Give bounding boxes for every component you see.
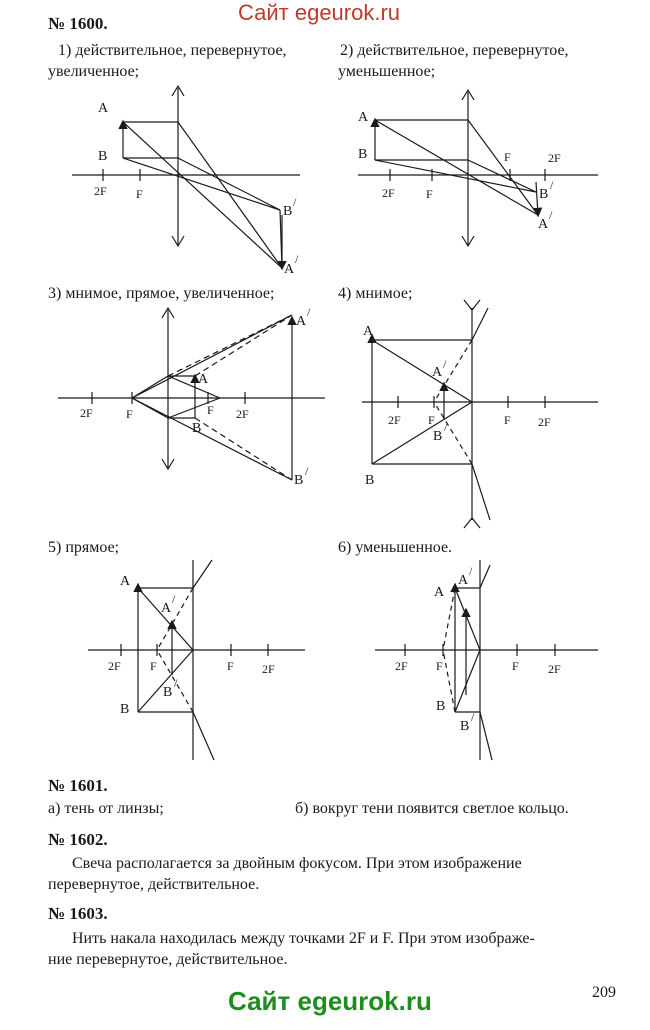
label-B: B [436,699,446,714]
item3-text: 3) мнимое, прямое, увеличенное; [48,285,275,302]
page-number: 209 [592,984,616,1001]
item2-text: 2) действительное, перевернутое, [340,42,569,59]
label-B: B [358,147,368,162]
prime-mark: / [471,710,475,724]
label-2F: 2F [382,186,395,200]
problem-1603-line2: ние перевернутое, действительное. [48,951,288,968]
watermark-top: Сайт egeurok.ru [238,0,401,25]
label-2F: 2F [108,659,121,673]
label-B-prime: B [163,685,173,700]
prime-mark: / [549,208,553,222]
label-2F: 2F [548,662,561,676]
label-F: F [426,187,433,201]
label-A-prime: A [161,601,172,616]
problem-1602-line2: перевернутое, действительное. [48,876,260,893]
label-B: B [120,702,130,717]
problem-1601-number: № 1601. [48,776,108,795]
prime-mark: / [172,592,176,606]
item1-text-cont: увеличенное; [48,63,140,80]
prime-mark: / [174,676,178,690]
label-A: A [120,574,131,589]
label-B: B [192,421,202,436]
prime-mark: / [444,420,448,434]
item4-text: 4) мнимое; [338,285,413,302]
label-B: B [365,473,375,488]
problem-1603-number: № 1603. [48,904,108,923]
label-B-prime: B [294,473,304,488]
label-F: F [207,403,214,417]
label-A-prime: A [432,365,443,380]
label-F: F [504,413,511,427]
prime-mark: / [295,252,299,266]
label-F: F [504,150,511,164]
item5-text: 5) прямое; [48,539,120,556]
label-A-prime: A [284,262,295,277]
label-A: A [363,324,374,339]
prime-mark: / [305,464,309,478]
label-A: A [198,372,209,387]
label-A-prime: A [458,573,469,588]
diagram-6 [375,560,598,760]
label-A: A [434,585,445,600]
problem-1601-answer-b: б) вокруг тени появится светлое кольцо. [295,800,569,817]
problem-1603-line1: Нить накала находилась между точками 2F и F. При этом изображе- [72,930,535,947]
label-A-prime: A [538,217,549,232]
label-A: A [358,110,369,125]
problem-1602-number: № 1602. [48,830,108,849]
problem-1600-number: № 1600. [48,14,108,33]
label-B-prime: B [433,429,443,444]
label-F: F [126,407,133,421]
diagram-3 [58,308,325,480]
label-2F: 2F [236,407,249,421]
item1-text: 1) действительное, перевернутое, [58,42,287,59]
prime-mark: / [293,195,297,209]
label-2F: 2F [80,406,93,420]
label-B-prime: B [539,187,549,202]
label-F: F [436,659,443,673]
label-B-prime: B [283,204,293,219]
prime-mark: / [443,357,447,371]
prime-mark: / [307,305,311,319]
label-2F: 2F [395,659,408,673]
prime-mark: / [550,178,554,192]
label-B-prime: B [460,719,470,734]
label-A-prime: A [296,314,307,329]
watermark-bottom: Сайт egeurok.ru [228,986,432,1016]
prime-mark: / [469,564,473,578]
label-2F: 2F [388,413,401,427]
label-2F: 2F [262,662,275,676]
diagram-2 [358,90,598,246]
item2-text-cont: уменьшенное; [338,63,436,80]
label-2F: 2F [538,415,551,429]
label-2F: 2F [548,151,561,165]
label-F: F [136,187,143,201]
label-F: F [227,659,234,673]
problem-1602-line1: Свеча располагается за двойным фокусом. При этом изображение [72,855,522,872]
problem-1601-answer-a: а) тень от линзы; [48,800,164,817]
label-F: F [150,659,157,673]
label-F: F [428,413,435,427]
label-B: B [98,149,108,164]
label-F: F [512,659,519,673]
label-2F: 2F [94,184,107,198]
item6-text: 6) уменьшенное. [338,539,453,556]
label-A: A [98,101,109,116]
